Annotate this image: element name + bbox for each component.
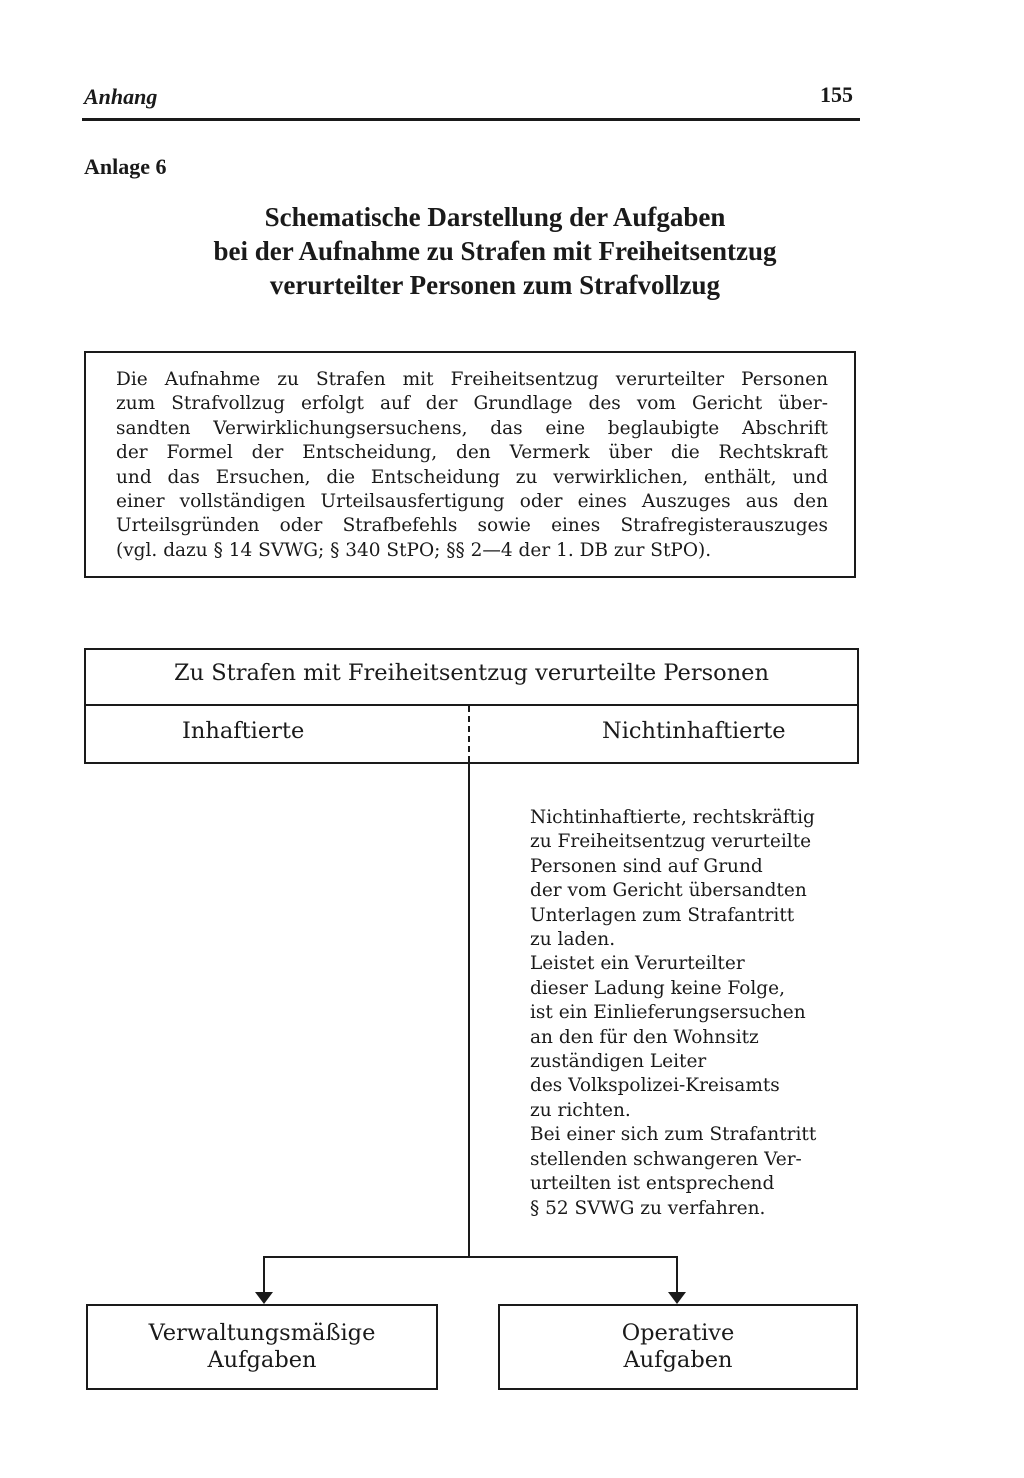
task-line: Verwaltungsmäßige (148, 1320, 376, 1346)
intro-line: einer vollständigen Urteilsausfertigung oder eines Auszuges aus den (116, 491, 828, 513)
intro-line: der Formel der Entscheidung, den Vermerk über die Rechtskraft (116, 442, 828, 464)
connector-right-drop (676, 1256, 678, 1292)
connector-horizontal (263, 1256, 678, 1258)
task-line: Aufgaben (623, 1347, 733, 1373)
nichtinhaftierte-text (530, 806, 860, 1221)
text-line: zu Freiheitsentzug verurteilte (530, 831, 812, 853)
header-rule (82, 118, 860, 121)
text-line: Personen sind auf Grund (530, 855, 763, 877)
task-line: Aufgaben (207, 1347, 317, 1373)
arrow-down-icon (255, 1292, 273, 1304)
text-line: des Volkspolizei-Kreisamts (530, 1075, 780, 1097)
text-line: an den für den Wohnsitz (530, 1026, 759, 1048)
text-line: Bei einer sich zum Strafantritt (530, 1124, 817, 1146)
text-line: ist ein Einlieferungsersuchen (530, 1002, 806, 1024)
text-line: stellenden schwangeren Ver- (530, 1148, 802, 1170)
text-line: Nichtinhaftierte, rechtskräftig (530, 807, 815, 828)
title-line: verurteilter Personen zum Strafvollzug (269, 270, 721, 300)
intro-line: Die Aufnahme zu Strafen mit Freiheitsentzug verurteilter Personen (116, 369, 828, 390)
text-line: urteilten ist entsprechend (530, 1173, 775, 1195)
connector-left-drop (263, 1256, 265, 1292)
text-line: zu richten. (530, 1099, 631, 1121)
task-line: Operative (621, 1320, 735, 1346)
text-line: der vom Gericht übersandten (530, 880, 807, 902)
title-line: bei der Aufnahme zu Strafen mit Freiheitsentzug (213, 236, 777, 266)
inhaftierte-label: Inhaftierte (182, 718, 305, 744)
text-line: dieser Ladung keine Folge, (530, 977, 785, 999)
page-number: 155 (820, 82, 853, 107)
persons-label: Zu Strafen mit Freiheitsentzug verurteilte Personen (173, 660, 769, 686)
text-line: § 52 SVWG zu verfahren. (530, 1197, 766, 1219)
text-line: Unterlagen zum Strafantritt (530, 904, 795, 926)
connector-vertical (468, 762, 470, 1258)
text-line: Leistet ein Verurteilter (530, 953, 745, 975)
nichtinhaftierte-label: Nichtinhaftierte (602, 718, 786, 744)
administrative-tasks-label (86, 1320, 438, 1374)
appendix-label: Anlage 6 (84, 154, 167, 179)
intro-line: sandten Verwirklichungsersuchens, das eine beglaubigte Abschrift (116, 417, 828, 439)
text-line: zu laden. (530, 929, 616, 951)
category-divider (468, 706, 470, 762)
text-line: zuständigen Leiter (530, 1051, 707, 1073)
intro-paragraph (116, 368, 828, 563)
intro-line: Urteilsgründen oder Strafbefehls sowie eines Strafregisterauszuges (116, 515, 828, 537)
arrow-down-icon (668, 1292, 686, 1304)
intro-line: zum Strafvollzug erfolgt auf der Grundlage des vom Gericht über- (116, 393, 828, 415)
page-title (120, 200, 870, 302)
intro-line: (vgl. dazu § 14 SVWG; § 340 StPO; §§ 2—4 der 1. DB zur StPO). (116, 539, 712, 561)
running-head: Anhang (84, 84, 158, 109)
title-line: Schematische Darstellung der Aufgaben (264, 202, 726, 232)
operative-tasks-label (498, 1320, 858, 1374)
intro-line: und das Ersuchen, die Entscheidung zu verwirklichen, enthält, und (116, 466, 828, 488)
